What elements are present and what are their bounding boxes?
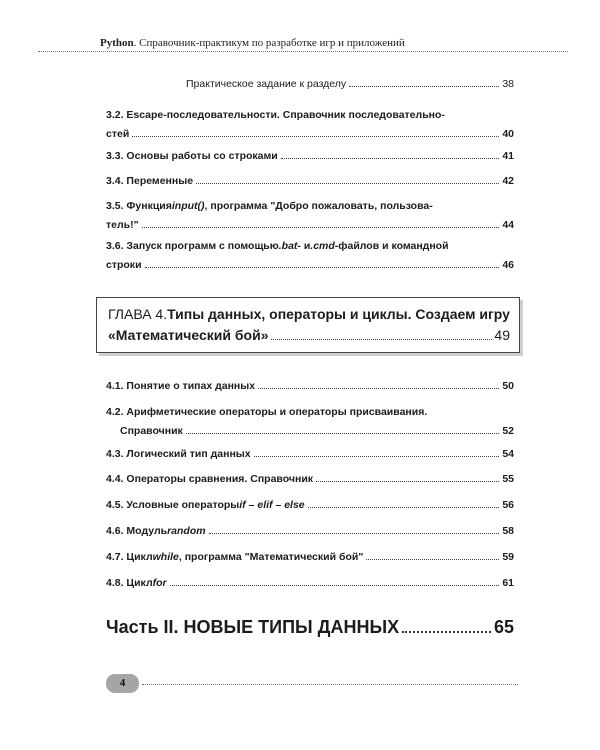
- chapter-page-number: 49: [494, 327, 510, 343]
- chapter-4-heading[interactable]: [96, 297, 520, 353]
- toc-entry-label: 4.1. Понятие о типах данных: [106, 380, 256, 392]
- toc-entry-code: .bat: [278, 240, 298, 252]
- toc-entry-code: while: [152, 551, 179, 563]
- toc-page-number: 54: [502, 448, 514, 460]
- toc-entry-label: 3.2. Escape-последовательности. Справочник последовательно-: [106, 109, 445, 121]
- toc-entry-4-6[interactable]: [106, 523, 514, 539]
- dot-leader: [402, 631, 491, 633]
- toc-page-number: 38: [502, 78, 514, 90]
- toc-page-number: 44: [502, 219, 514, 231]
- chapter-title: Типы данных, операторы и циклы. Создаем игру: [167, 306, 510, 322]
- toc-entry-label: 4.6. Модуль: [106, 525, 168, 537]
- dot-leader: [196, 183, 499, 184]
- toc-entry-label: 4.3. Логический тип данных: [106, 448, 251, 460]
- toc-page-number: 55: [502, 473, 514, 485]
- dot-leader: [349, 86, 499, 87]
- toc-entry-label: 4.5. Условные операторы: [106, 499, 240, 511]
- toc-entry-4-8[interactable]: [106, 575, 514, 591]
- toc-page-number: 40: [502, 128, 514, 140]
- toc-entry-code: for: [152, 577, 167, 589]
- part-page-number: 65: [493, 617, 514, 637]
- dot-leader: [316, 481, 499, 482]
- toc-entry-label-rest: - и: [297, 240, 311, 252]
- toc-page-number: 56: [502, 499, 514, 511]
- toc-entry-code: if – elif – else: [239, 499, 305, 511]
- header-divider: [38, 51, 568, 52]
- header-subtitle: . Справочник-практикум по разработке игр и приложений: [133, 37, 405, 49]
- toc-entry-label: 4.2. Арифметические операторы и операторы присваивания.: [106, 406, 428, 418]
- dot-leader: [170, 585, 500, 586]
- toc-entry-4-4[interactable]: [106, 471, 514, 487]
- dot-leader: [186, 433, 500, 434]
- toc-entry-label-cont: Справочник: [120, 425, 183, 437]
- running-header: [100, 37, 570, 49]
- toc-part-2[interactable]: [106, 617, 514, 638]
- dot-leader: [308, 507, 500, 508]
- toc-entry-label-rest: , программа "Математический бой": [178, 551, 364, 563]
- toc-page-number: 42: [502, 175, 514, 187]
- toc-entry-4-7[interactable]: [106, 549, 514, 565]
- dot-leader: [209, 533, 500, 534]
- toc-entry-code: random: [167, 525, 206, 537]
- toc-entry-label-cont: строки: [106, 259, 142, 271]
- toc-entry-label: 3.4. Переменные: [106, 175, 194, 187]
- toc-page-number: 46: [502, 259, 514, 271]
- toc-entry-practice[interactable]: [186, 76, 514, 92]
- toc-entry-code: .cmd: [310, 240, 335, 252]
- toc-entry-3-4[interactable]: [106, 173, 514, 189]
- chapter-prefix: ГЛАВА 4.: [108, 306, 168, 322]
- toc-page-number: 61: [502, 577, 514, 589]
- dot-leader: [271, 339, 493, 340]
- toc-entry-label: Практическое задание к разделу: [186, 78, 347, 90]
- dot-leader: [366, 559, 499, 560]
- toc-entry-label: 3.6. Запуск программ с помощью: [106, 240, 279, 252]
- toc-entry-label: 3.3. Основы работы со строками: [106, 150, 278, 162]
- footer-divider: [142, 684, 518, 685]
- toc-page-number: 41: [502, 150, 514, 162]
- dot-leader: [281, 158, 500, 159]
- toc-entry-label: 4.7. Цикл: [106, 551, 153, 563]
- toc-entry-code: input(): [171, 200, 205, 212]
- toc-entry-4-1[interactable]: [106, 378, 514, 394]
- header-brand: Python: [100, 37, 134, 49]
- dot-leader: [258, 388, 499, 389]
- toc-entry-3-6[interactable]: [106, 238, 514, 273]
- toc-page-number: 52: [502, 425, 514, 437]
- toc-entry-4-5[interactable]: [106, 497, 514, 513]
- page-number-badge: 4: [106, 674, 139, 693]
- toc-entry-label-cont: стей: [106, 128, 130, 140]
- toc-entry-label-cont: тель!": [106, 219, 139, 231]
- toc-page-number: 50: [502, 380, 514, 392]
- toc-entry-label-rest: -файлов и командной: [334, 240, 449, 252]
- toc-entry-4-2[interactable]: [106, 404, 514, 439]
- dot-leader: [254, 456, 500, 457]
- chapter-title-cont: «Математический бой»: [108, 327, 269, 343]
- part-title: Часть II. НОВЫЕ ТИПЫ ДАННЫХ: [106, 617, 400, 637]
- dot-leader: [142, 227, 500, 228]
- toc-entry-label: 4.4. Операторы сравнения. Справочник: [106, 473, 314, 485]
- toc-entry-label: 3.5. Функция: [106, 200, 172, 212]
- toc-entry-3-5[interactable]: [106, 198, 514, 233]
- toc-page-number: 59: [502, 551, 514, 563]
- toc-page-number: 58: [502, 525, 514, 537]
- toc-entry-3-3[interactable]: [106, 148, 514, 164]
- dot-leader: [132, 136, 499, 137]
- toc-entry-4-3[interactable]: [106, 446, 514, 462]
- toc-entry-3-2[interactable]: [106, 107, 514, 142]
- toc-entry-label: 4.8. Цикл: [106, 577, 153, 589]
- toc-entry-label-rest: , программа "Добро пожаловать, пользова-: [204, 200, 433, 212]
- dot-leader: [145, 267, 500, 268]
